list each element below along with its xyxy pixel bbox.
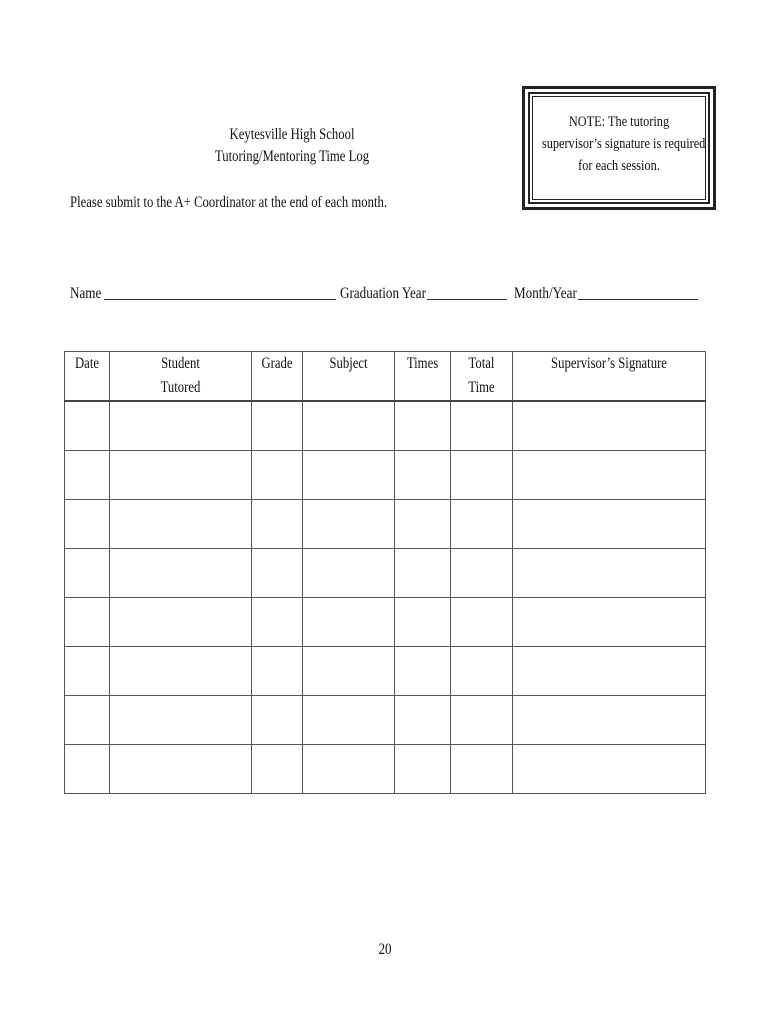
- cell-student-tutored[interactable]: [110, 598, 252, 647]
- cell-date[interactable]: [65, 696, 110, 745]
- cell-date[interactable]: [65, 549, 110, 598]
- cell-subject[interactable]: [303, 451, 395, 500]
- table-row: [65, 549, 706, 598]
- cell-subject[interactable]: [303, 549, 395, 598]
- cell-times[interactable]: [395, 401, 451, 451]
- column-header-total-time: Total Time: [451, 352, 513, 402]
- cell-student-tutored[interactable]: [110, 401, 252, 451]
- cell-supervisor-signature[interactable]: [513, 745, 706, 794]
- cell-total-time[interactable]: [451, 696, 513, 745]
- table-header-row: [65, 352, 706, 402]
- cell-grade[interactable]: [252, 549, 303, 598]
- column-header-date: Date: [65, 352, 110, 402]
- cell-student-tutored[interactable]: [110, 451, 252, 500]
- cell-total-time[interactable]: [451, 401, 513, 451]
- cell-grade[interactable]: [252, 696, 303, 745]
- column-header-supervisor-signature: Supervisor’s Signature: [513, 352, 706, 402]
- cell-student-tutored[interactable]: [110, 745, 252, 794]
- graduation-year-label: Graduation Year: [340, 285, 426, 302]
- cell-grade[interactable]: [252, 745, 303, 794]
- time-log-table: [64, 351, 706, 794]
- cell-supervisor-signature[interactable]: [513, 647, 706, 696]
- column-header-grade: Grade: [252, 352, 303, 402]
- note-line-3: for each session.: [578, 158, 660, 174]
- table-row: [65, 451, 706, 500]
- cell-student-tutored[interactable]: [110, 696, 252, 745]
- cell-times[interactable]: [395, 745, 451, 794]
- name-label: Name: [70, 285, 102, 302]
- form-title: Tutoring/Mentoring Time Log: [214, 148, 370, 165]
- school-name: Keytesville High School: [229, 126, 355, 143]
- cell-date[interactable]: [65, 500, 110, 549]
- page-number: 20: [378, 941, 392, 958]
- cell-subject[interactable]: [303, 598, 395, 647]
- cell-grade[interactable]: [252, 401, 303, 451]
- cell-supervisor-signature[interactable]: [513, 598, 706, 647]
- cell-supervisor-signature[interactable]: [513, 500, 706, 549]
- cell-student-tutored[interactable]: [110, 549, 252, 598]
- column-header-student-tutored: Student Tutored: [110, 352, 252, 402]
- cell-times[interactable]: [395, 647, 451, 696]
- cell-grade[interactable]: [252, 451, 303, 500]
- cell-grade[interactable]: [252, 647, 303, 696]
- note-line-1: NOTE: The tutoring: [568, 114, 670, 130]
- cell-times[interactable]: [395, 451, 451, 500]
- cell-times[interactable]: [395, 500, 451, 549]
- month-year-field[interactable]: [578, 287, 698, 300]
- signature-note-box: [522, 86, 716, 210]
- cell-date[interactable]: [65, 598, 110, 647]
- cell-student-tutored[interactable]: [110, 500, 252, 549]
- cell-supervisor-signature[interactable]: [513, 696, 706, 745]
- column-header-times: Times: [395, 352, 451, 402]
- cell-subject[interactable]: [303, 696, 395, 745]
- cell-total-time[interactable]: [451, 745, 513, 794]
- cell-grade[interactable]: [252, 500, 303, 549]
- cell-date[interactable]: [65, 451, 110, 500]
- table-row: [65, 696, 706, 745]
- graduation-year-field[interactable]: [427, 287, 507, 300]
- table-row: [65, 500, 706, 549]
- cell-total-time[interactable]: [451, 549, 513, 598]
- table-row: [65, 598, 706, 647]
- form-title-block: [182, 124, 402, 168]
- cell-subject[interactable]: [303, 745, 395, 794]
- cell-date[interactable]: [65, 647, 110, 696]
- cell-date[interactable]: [65, 745, 110, 794]
- table-row: [65, 401, 706, 451]
- cell-times[interactable]: [395, 696, 451, 745]
- month-year-label: Month/Year: [514, 285, 577, 302]
- cell-total-time[interactable]: [451, 451, 513, 500]
- cell-student-tutored[interactable]: [110, 647, 252, 696]
- cell-subject[interactable]: [303, 401, 395, 451]
- cell-grade[interactable]: [252, 598, 303, 647]
- cell-total-time[interactable]: [451, 500, 513, 549]
- submission-instruction: Please submit to the A+ Coordinator at the end of each month.: [70, 194, 388, 211]
- cell-supervisor-signature[interactable]: [513, 451, 706, 500]
- cell-subject[interactable]: [303, 647, 395, 696]
- cell-supervisor-signature[interactable]: [513, 549, 706, 598]
- cell-total-time[interactable]: [451, 598, 513, 647]
- note-line-2: supervisor’s signature is required: [541, 136, 706, 152]
- cell-supervisor-signature[interactable]: [513, 401, 706, 451]
- cell-times[interactable]: [395, 549, 451, 598]
- name-field[interactable]: [104, 287, 336, 300]
- cell-subject[interactable]: [303, 500, 395, 549]
- table-row: [65, 745, 706, 794]
- table-row: [65, 647, 706, 696]
- cell-times[interactable]: [395, 598, 451, 647]
- column-header-subject: Subject: [303, 352, 395, 402]
- cell-date[interactable]: [65, 401, 110, 451]
- cell-total-time[interactable]: [451, 647, 513, 696]
